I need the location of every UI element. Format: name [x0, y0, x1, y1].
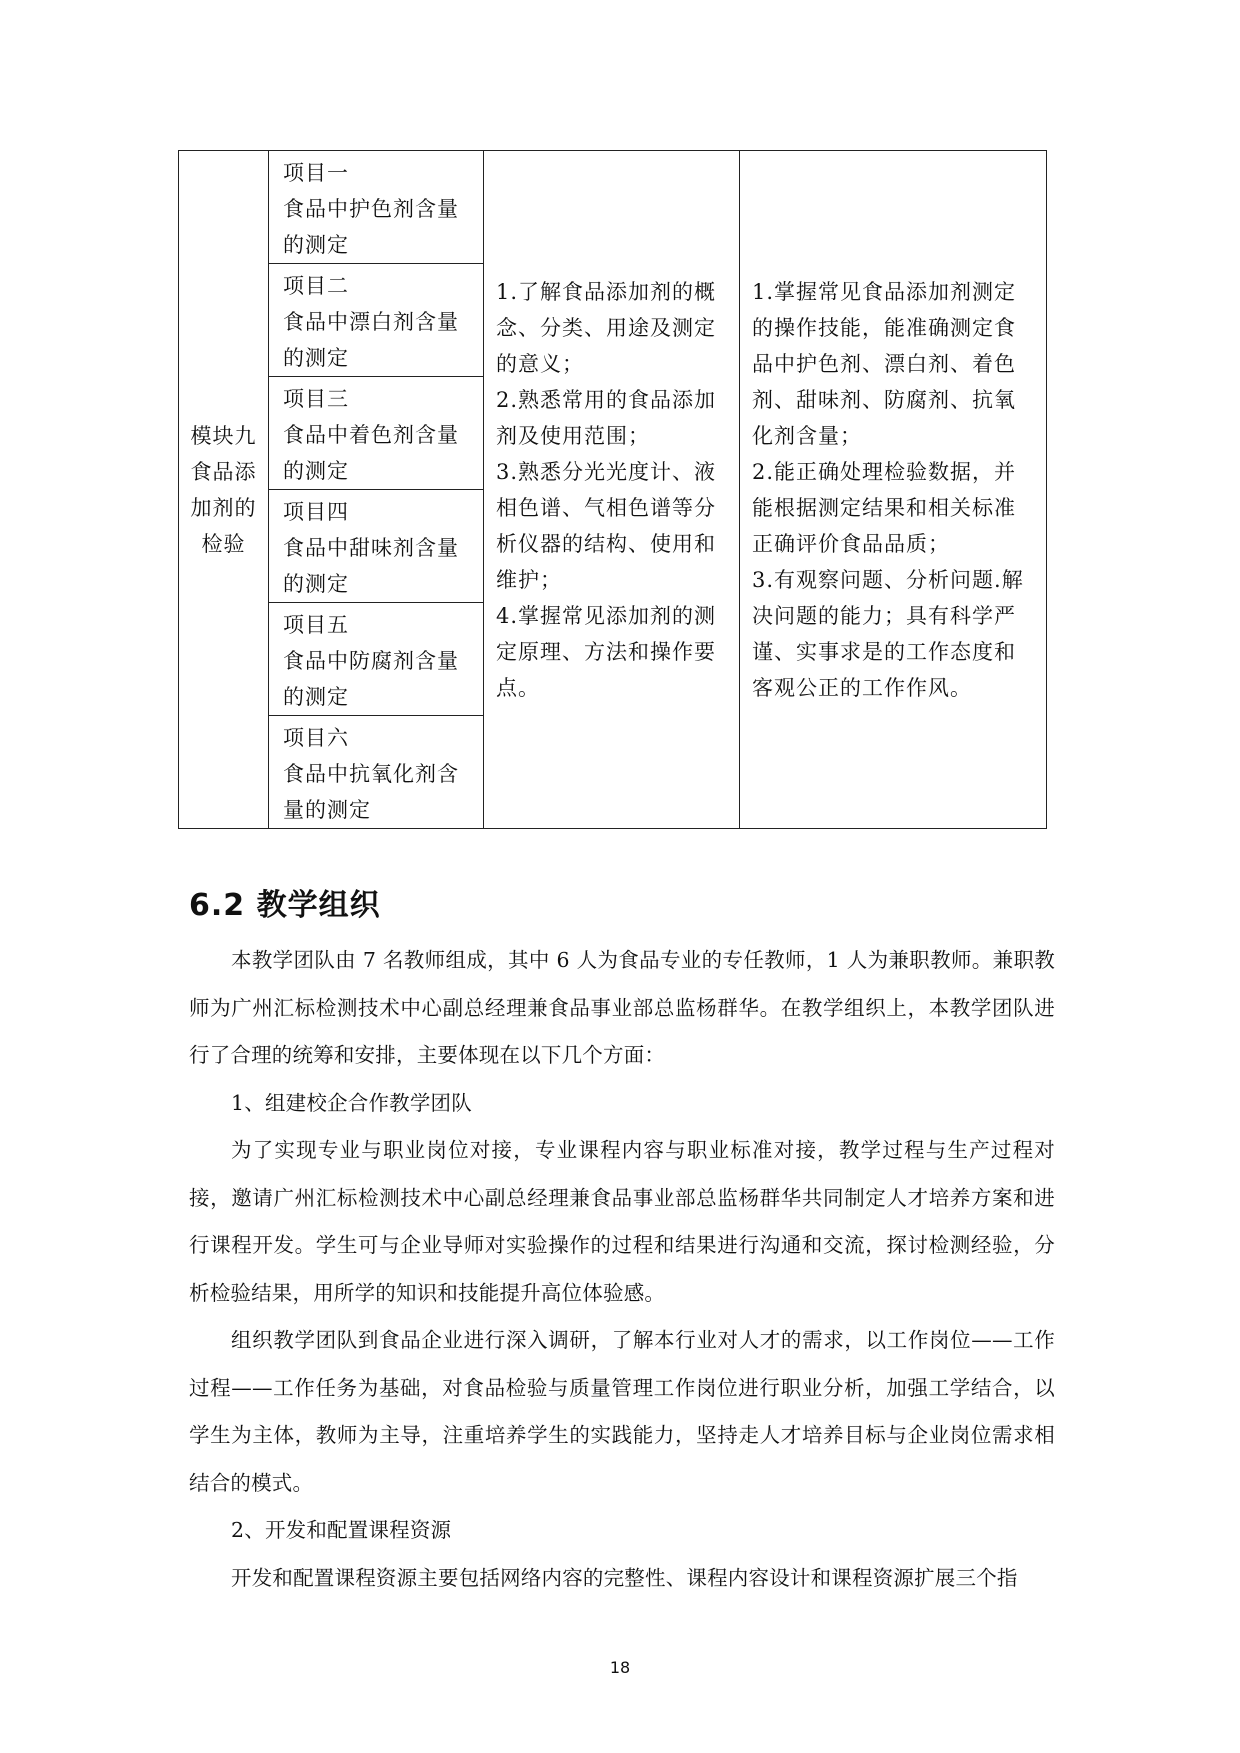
- project-name: 项目六 食品中抗氧化剂含量的测定: [283, 726, 459, 822]
- list-heading: 1、组建校企合作教学团队: [231, 1090, 472, 1115]
- knowledge-objectives: 1.了解食品添加剂的概念、分类、用途及测定的意义； 2.熟悉常用的食品添加剂及使用范围； 3.熟悉分光光度计、液相色谱、气相色谱等分析仪器的结构、使用和维护； 4.掌握常见添加剂的测定原理、方法和操作要点。: [496, 279, 717, 700]
- project-name: 项目一 食品中护色剂含量的测定: [283, 161, 459, 257]
- project-cell: [269, 603, 484, 716]
- section-body: [189, 937, 1055, 1602]
- list-heading: 2、开发和配置课程资源: [231, 1518, 452, 1542]
- module-name: 模块九食品添加剂的检验: [190, 423, 257, 556]
- project-name: 项目四 食品中甜味剂含量的测定: [283, 500, 459, 596]
- module-cell: [179, 151, 269, 829]
- course-module-table: [178, 150, 1047, 829]
- project-name: 项目五 食品中防腐剂含量的测定: [283, 613, 459, 709]
- project-cell: [269, 151, 484, 264]
- skill-cell: [740, 151, 1047, 829]
- project-cell: [269, 377, 484, 490]
- project-name: 项目三 食品中着色剂含量的测定: [283, 387, 459, 483]
- table-row: [179, 151, 1047, 264]
- knowledge-cell: [484, 151, 740, 829]
- skill-objectives: 1.掌握常见食品添加剂测定的操作技能，能准确测定食品中护色剂、漂白剂、着色剂、甜味剂、防腐剂、抗氧化剂含量； 2.能正确处理检验数据，并能根据测定结果和相关标准正确评价食品品质； 3.有观察问题、分析问题.解决问题的能力；具有科学严谨、实事求是的工作态度和客观公正的工作作风。: [752, 279, 1024, 700]
- project-cell: [269, 716, 484, 829]
- page-number: 18: [609, 1658, 631, 1677]
- paragraph: 本教学团队由 7 名教师组成，其中 6 人为食品专业的专任教师，1 人为兼职教师。兼职教师为广州汇标检测技术中心副总经理兼食品事业部总监杨群华。在教学组织上，本教学团队进行了合理的统筹和安排，主要体现在以下几个方面：: [189, 948, 1055, 1067]
- project-name: 项目二 食品中漂白剂含量的测定: [283, 274, 459, 370]
- paragraph: 组织教学团队到食品企业进行深入调研，了解本行业对人才的需求，以工作岗位——工作过程——工作任务为基础，对食品检验与质量管理工作岗位进行职业分析，加强工学结合，以学生为主体，教师为主导，注重培养学生的实践能力，坚持走人才培养目标与企业岗位需求相结合的模式。: [189, 1328, 1055, 1495]
- paragraph: 开发和配置课程资源主要包括网络内容的完整性、课程内容设计和课程资源扩展三个指: [231, 1565, 1018, 1590]
- paragraph: 为了实现专业与职业岗位对接，专业课程内容与职业标准对接，教学过程与生产过程对接，邀请广州汇标检测技术中心副总经理兼食品事业部总监杨群华共同制定人才培养方案和进行课程开发。学生可与企业导师对实验操作的过程和结果进行沟通和交流，探讨检测经验，分析检验结果，用所学的知识和技能提升高位体验感。: [189, 1138, 1055, 1305]
- section-heading: 6.2 教学组织: [189, 888, 381, 923]
- project-cell: [269, 490, 484, 603]
- project-cell: [269, 264, 484, 377]
